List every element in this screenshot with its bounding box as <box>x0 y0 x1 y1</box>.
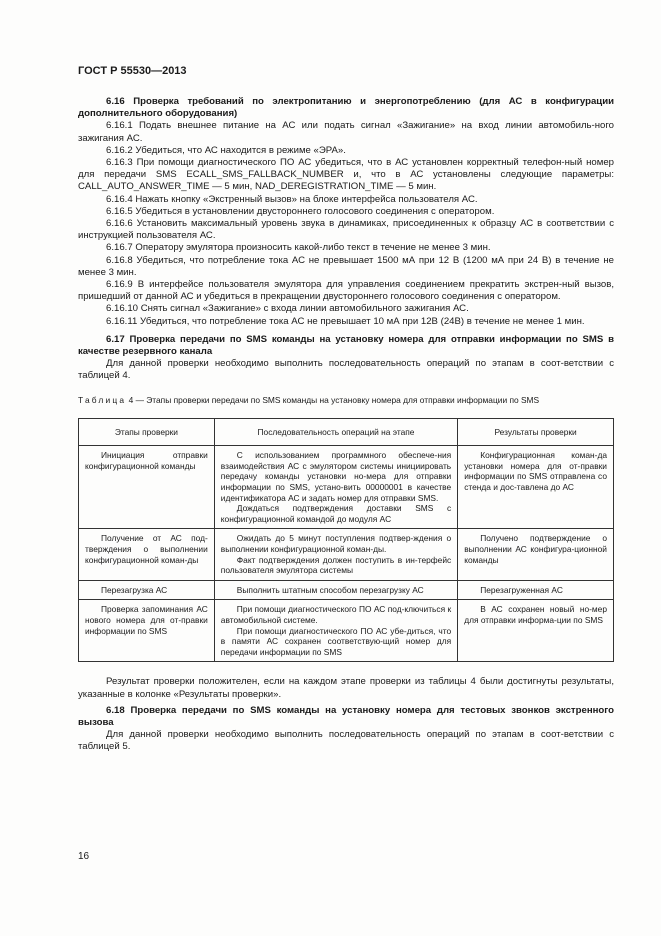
cell-stage <box>79 529 215 580</box>
cell-text: Ожидать до 5 минут поступления подтвер-ждения о выполнении конфигурационной коман-ды. <box>220 533 452 555</box>
cell-text: Перезагруженная АС <box>480 584 563 595</box>
clause <box>78 206 614 218</box>
cell-text: Инициация отправки конфигурационной команды <box>85 450 208 471</box>
clause-number: 6.16.8 <box>106 254 133 266</box>
column-header-operations: Последовательность операций на этапе <box>214 418 457 446</box>
clause-text: Убедиться, что потребление тока АС не превышает 10 мА при 12В (24В) в течение не менее 1 мин. <box>139 315 585 327</box>
cell-text: Факт подтверждения должен поступить в ин-терфейс пользователя эмулятора системы <box>220 554 452 576</box>
clause-text: Нажать кнопку «Экстренный вызов» на блоке интерфейса пользователя АС. <box>135 193 478 205</box>
section-heading <box>78 334 614 358</box>
column-header-results: Результаты проверки <box>458 418 614 446</box>
clause-number: 6.16.7 <box>106 242 133 254</box>
cell-operations <box>214 580 457 600</box>
section-heading <box>78 705 614 729</box>
clause-text: Подать внешнее питание на АС или подать сигнал «Зажигание» на вход линии автомобиль-ного зажигания АС. <box>78 120 614 144</box>
clause-text: В интерфейсе пользователя эмулятора для управления соединением прекратить экстрен-ный вызов, пришедший от данной АС и убедиться в прекращении двустороннего голосового соединения с оператором. <box>78 279 614 303</box>
cell-text: Выполнить штатным способом перезагрузку АС <box>236 584 424 595</box>
clause-number: 6.16.2 <box>106 144 133 156</box>
section-6-17 <box>78 334 614 383</box>
section-number: 6.18 <box>106 704 125 716</box>
table-caption-label: Таблица <box>78 394 127 405</box>
section-number: 6.16 <box>106 96 125 107</box>
document-header: ГОСТ Р 55530—2013 <box>78 65 187 77</box>
cell-result <box>458 446 614 529</box>
clause-text: Снять сигнал «Зажигание» с входа линии автомобильного зажигания АС. <box>140 303 469 315</box>
cell-operations <box>214 446 457 529</box>
clause <box>78 194 614 206</box>
clause <box>78 242 614 254</box>
table-header-row <box>79 418 614 446</box>
clause-text: Установить максимальный уровень звука в динамиках, присоединенных к образцу АС в соответствии с инструкцией пользователя АС. <box>78 218 614 242</box>
table-row <box>79 580 614 600</box>
document-body <box>78 92 614 754</box>
clause <box>78 316 614 328</box>
section-intro: Для данной проверки необходимо выполнить последовательность операций по этапам в соот-ветствии с таблицей 5. <box>78 729 614 753</box>
table-row <box>79 446 614 529</box>
clause <box>78 255 614 279</box>
page-number: 16 <box>78 851 90 862</box>
section-title: Проверка требований по электропитанию и энергопотреблению (для АС в конфигурации дополнительного оборудования) <box>78 96 614 120</box>
section-intro: Для данной проверки необходимо выполнить последовательность операций по этапам в соот-ветствии с таблицей 4. <box>78 358 614 382</box>
section-title: Проверка передачи по SMS команды на установку номера для отправки информации по SMS в качестве резервного канала <box>78 333 614 358</box>
cell-text: Конфигурационная коман-да установки номера для от-правки информации по SMS отправлена со стенда и дос-тавлена до АС <box>464 450 607 493</box>
clause <box>78 120 614 144</box>
section-6-16 <box>78 96 614 328</box>
clause-text: Убедиться, что АС находится в режиме «ЭРА». <box>135 144 346 156</box>
cell-text: При помощи диагностического ПО АС под-ключиться к автомобильной системе. <box>220 604 452 625</box>
cell-stage <box>79 580 215 600</box>
clause <box>78 303 614 315</box>
column-header-stage: Этапы проверки <box>79 418 215 446</box>
clause-number: 6.16.11 <box>106 315 138 327</box>
table-caption <box>78 395 614 406</box>
table-4 <box>78 418 614 663</box>
table-row <box>79 600 614 662</box>
section-heading <box>78 96 614 120</box>
section-title: Проверка передачи по SMS команды на установку номера для тестовых звонков экстренного вызова <box>78 704 615 728</box>
cell-text: Проверка запоминания АС нового номера для от-правки информации по SMS <box>85 604 208 636</box>
cell-result <box>458 529 614 580</box>
cell-text: Дождаться подтверждения доставки SMS с конфигурационной командой до модуля АС <box>220 503 452 524</box>
cell-text: Получение от АС под-тверждения о выполнении конфигурационной коман-ды <box>85 533 208 565</box>
clause-text: Убедиться, что потребление тока АС не превышает 1500 мА при 12 В (1200 мА при 24 В) в течение не менее 3 мин. <box>78 254 614 278</box>
cell-text: С использованием программного обеспече-ния взаимодействия АС с эмулятором системы инициировать передачу команды установки но-мера для отправки информации по SMS, устано-вить 00000001 в качестве идентификатора АС и задать номер для отправки SMS. <box>220 450 452 503</box>
clause-text: При помощи диагностического ПО АС убедиться, что в АС установлен корректный телефон-ный номер для передачи SMS ECALL_SMS_FALLBACK_NUMBER и, что в АС установлены следующие параметры: CALL_AUTO_ANSWER_TIME — 5 мин, NAD_DEREGISTRATION_TIME — 5 мин. <box>78 157 614 193</box>
table-conclusion: Результат проверки положителен, если на каждом этапе проверки из таблицы 4 были достигнуты результаты, указанные в колонке «Результаты проверки». <box>78 676 614 700</box>
clause <box>78 279 614 303</box>
clause-number: 6.16.1 <box>106 120 133 132</box>
section-number: 6.17 <box>106 333 125 345</box>
table-caption-text: 4 — Этапы проверки передачи по SMS команды на установку номера для отправки информации по SMS <box>128 394 540 405</box>
cell-text: При помощи диагностического ПО АС убе-диться, что в памяти АС сохранен соответствую-щий номер для передачи информации по SMS <box>220 625 452 657</box>
clause <box>78 218 614 242</box>
cell-result <box>458 580 614 600</box>
cell-result <box>458 600 614 662</box>
clause-number: 6.16.6 <box>106 218 133 230</box>
clause-number: 6.16.3 <box>106 157 133 169</box>
clause-number: 6.16.5 <box>106 205 133 217</box>
cell-text: Перезагрузка АС <box>101 584 168 595</box>
clause-number: 6.16.10 <box>106 303 139 315</box>
clause <box>78 145 614 157</box>
clause-number: 6.16.9 <box>106 279 133 291</box>
cell-operations <box>214 529 457 580</box>
cell-text: Получено подтверждение о выполнении АС конфигура-ционной команды <box>464 533 607 565</box>
section-6-18 <box>78 705 614 754</box>
clause-text: Оператору эмулятора произносить какой-либо текст в течение не менее 3 мин. <box>135 242 491 254</box>
cell-text: В АС сохранен новый но-мер для отправки информа-ции по SMS <box>464 604 607 625</box>
cell-stage <box>79 600 215 662</box>
clause-text: Убедиться в установлении двустороннего голосового соединения с оператором. <box>135 205 495 217</box>
clause <box>78 157 614 194</box>
cell-operations <box>214 600 457 662</box>
clause-number: 6.16.4 <box>106 193 133 205</box>
table-row <box>79 529 614 580</box>
cell-stage <box>79 446 215 529</box>
